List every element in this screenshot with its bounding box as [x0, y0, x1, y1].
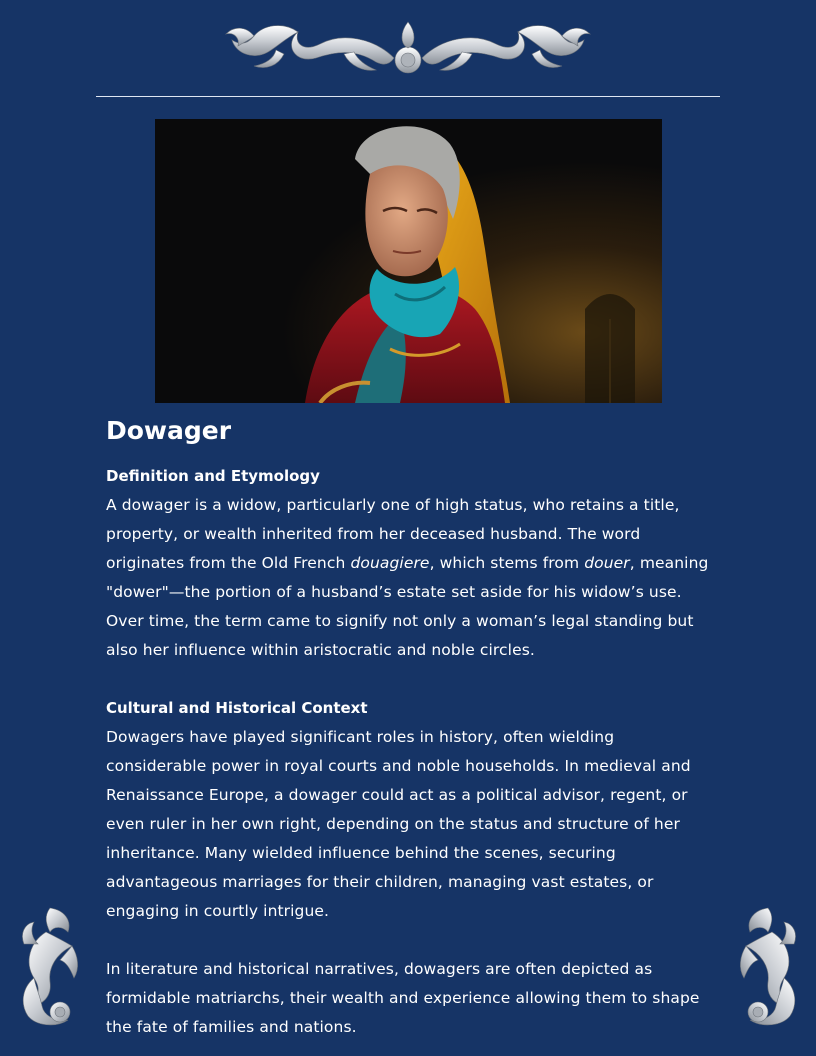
cultural-context-paragraph: Dowagers have played significant roles in history, often wielding considerable power in royal courts and noble households. In medieval and Renaissance Europe, a dowager could act as a political advisor, regent, or even ruler in her own right, depending on the status and structure of her inheritance. Many wielded influence behind the scenes, securing advantageous marriages for their children, managing vast estates, or engaging in courtly intrigue. [106, 728, 691, 920]
corner-scroll-ornament-right [736, 904, 802, 1028]
header-divider [96, 96, 720, 97]
corner-scroll-ornament-left [16, 904, 82, 1028]
definition-paragraph [106, 491, 716, 665]
literature-paragraph: In literature and historical narratives, dowagers are often depicted as formidable matriarchs, their wealth and experience allowing them to shape the fate of families and nations. [106, 960, 700, 1036]
section-heading-cultural-context: Cultural and Historical Context [106, 699, 368, 717]
section-heading-definition: Definition and Etymology [106, 467, 320, 485]
document-body [106, 414, 716, 1042]
term-douagiere: douagiere [350, 554, 430, 572]
definition-text-part1: A dowager is a widow, particularly one of high status, who retains a title, property, or wealth inherited from her deceased husband. The word originates from the Old French [106, 496, 680, 572]
term-douer: douer [584, 554, 630, 572]
top-scroll-ornament [224, 14, 592, 80]
definition-text-part3: , meaning "dower"—the portion of a husband’s estate set aside for his widow’s use. Over time, the term came to signify not only a woman’s legal standing but also her influence within aristocratic and noble circles. [106, 554, 709, 659]
spacer [106, 926, 716, 955]
definition-text-part2: , which stems from [429, 554, 585, 572]
spacer [106, 665, 716, 694]
page-title: Dowager [106, 416, 232, 445]
dowager-portrait-image [155, 119, 662, 403]
